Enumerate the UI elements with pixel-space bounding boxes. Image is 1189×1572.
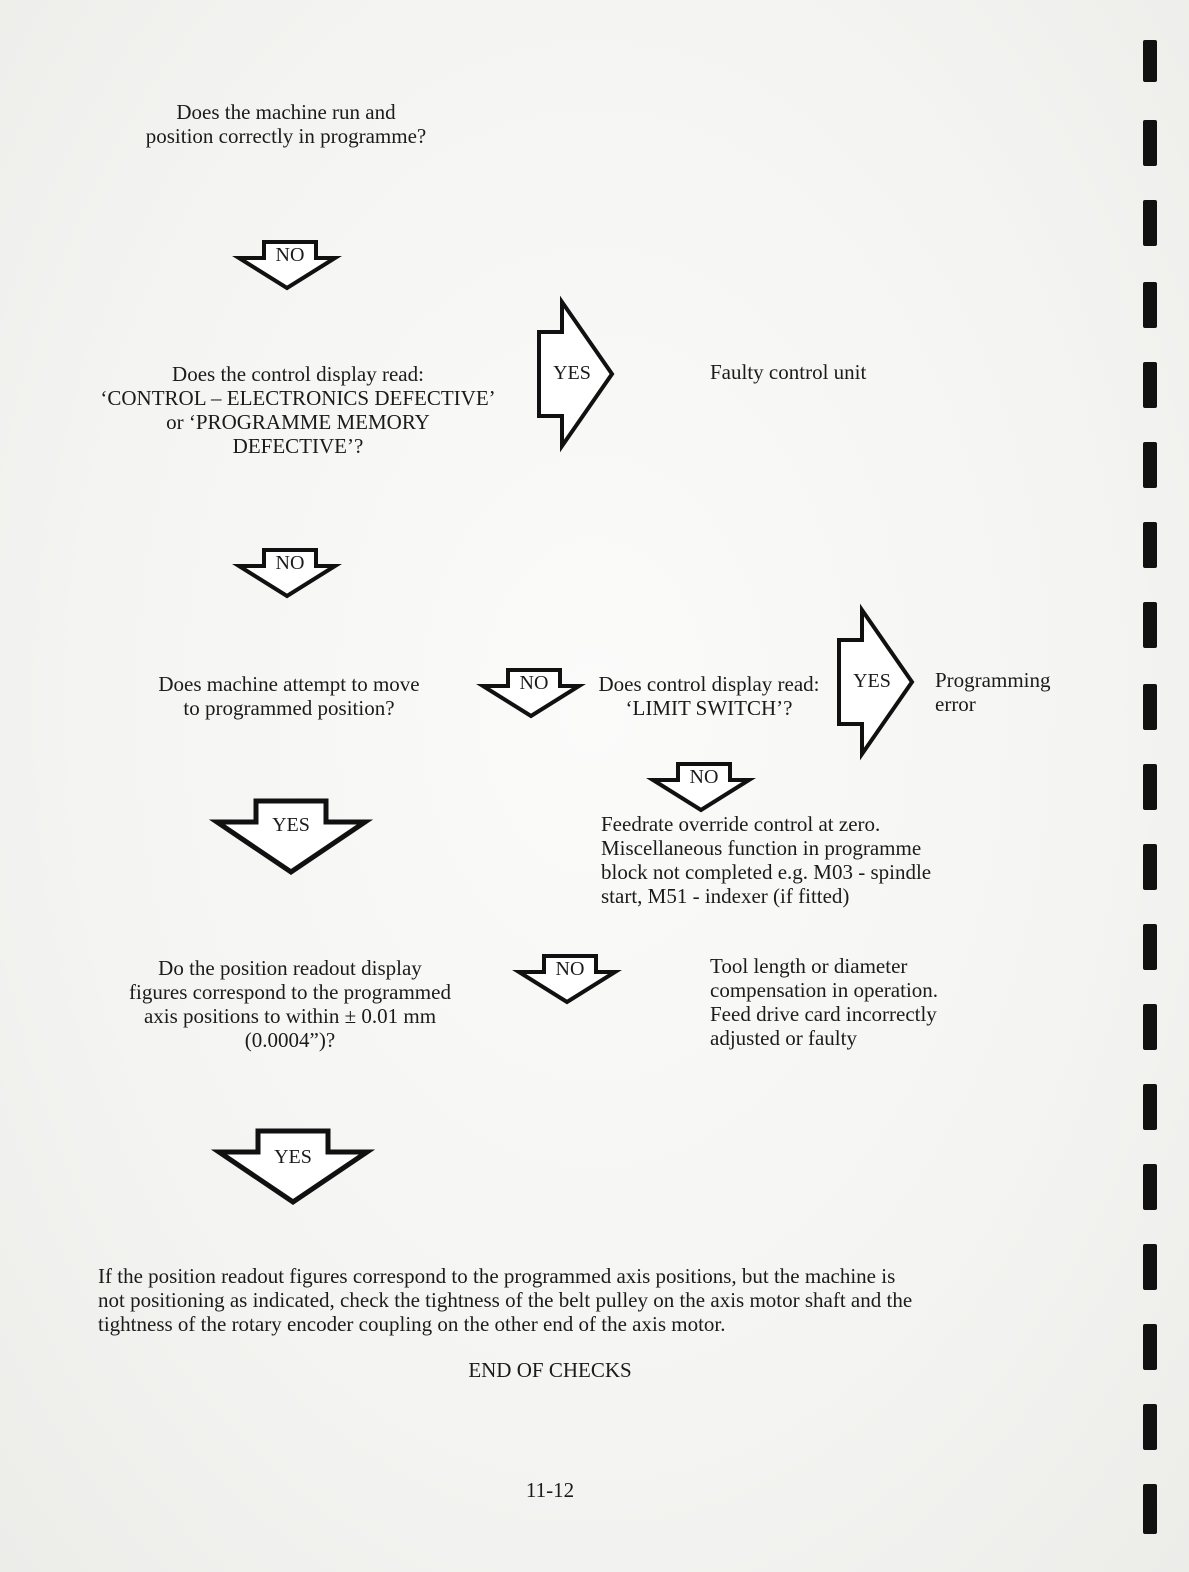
question-control-display: Does the control display read: ‘CONTROL – ELECTRONICS DEFECTIVE’ or ‘PROGRAMME MEMORY DEFECTIVE’? [100,362,496,458]
binder-mark [1143,40,1157,82]
binder-mark [1143,764,1157,810]
binder-mark [1143,1404,1157,1450]
no-label: NO [689,766,719,788]
question-run-position: Does the machine run and position correctly in programme? [145,100,427,148]
result-feedrate-override: Feedrate override control at zero. Miscellaneous function in programme block not completed e.g. M03 - spindle start, M51 - indexer (if fitted) [601,812,932,908]
binder-mark [1143,1324,1157,1370]
binder-mark [1143,442,1157,488]
no-label: NO [275,552,305,574]
closing-paragraph: If the position readout figures correspond to the programmed axis positions, but the machine is not positioning as indicated, check the tightness of the belt pulley on the axis motor shaft and the tightness of the rotary encoder coupling on the other end of the axis motor. [98,1264,913,1336]
yes-label: YES [853,670,891,692]
no-arrow-down-5 [516,954,618,1006]
yes-arrow-down-2 [216,1128,370,1206]
end-of-checks: END OF CHECKS [468,1358,632,1382]
yes-label: YES [553,362,591,384]
binder-mark [1143,602,1157,648]
binder-mark [1143,684,1157,730]
no-label: NO [555,958,585,980]
no-arrow-down-2 [236,548,338,600]
binder-mark [1143,1004,1157,1050]
binder-mark [1143,362,1157,408]
result-tool-length: Tool length or diameter compensation in operation. Feed drive card incorrectly adjusted or faulty [710,954,939,1050]
no-arrow-down-1 [236,240,338,292]
binder-mark [1143,120,1157,166]
binder-mark [1143,1484,1157,1534]
no-arrow-down-3 [480,668,582,720]
binder-mark [1143,1244,1157,1290]
binder-mark [1143,200,1157,246]
no-arrow-down-4 [650,762,752,814]
no-label: NO [519,672,549,694]
result-programming-error: Programming error [935,668,1051,716]
yes-label: YES [272,814,310,836]
question-machine-move: Does machine attempt to move to programmed position? [158,672,420,720]
no-label: NO [275,244,305,266]
yes-label: YES [274,1146,312,1168]
question-limit-switch: Does control display read: ‘LIMIT SWITCH’? [598,672,820,720]
question-position-readout: Do the position readout display figures correspond to the programmed axis positions to within ± 0.01 mm (0.0004”)? [129,956,451,1052]
binder-mark [1143,1164,1157,1210]
binder-mark [1143,522,1157,568]
yes-arrow-down-1 [214,798,368,876]
binder-mark [1143,924,1157,970]
page-number: 11-12 [525,1478,575,1502]
result-faulty-control-unit: Faulty control unit [710,360,867,384]
binder-mark [1143,844,1157,890]
binder-mark [1143,282,1157,328]
yes-arrow-right-2 [836,606,916,758]
yes-arrow-right-1 [536,298,616,450]
binder-mark [1143,1084,1157,1130]
